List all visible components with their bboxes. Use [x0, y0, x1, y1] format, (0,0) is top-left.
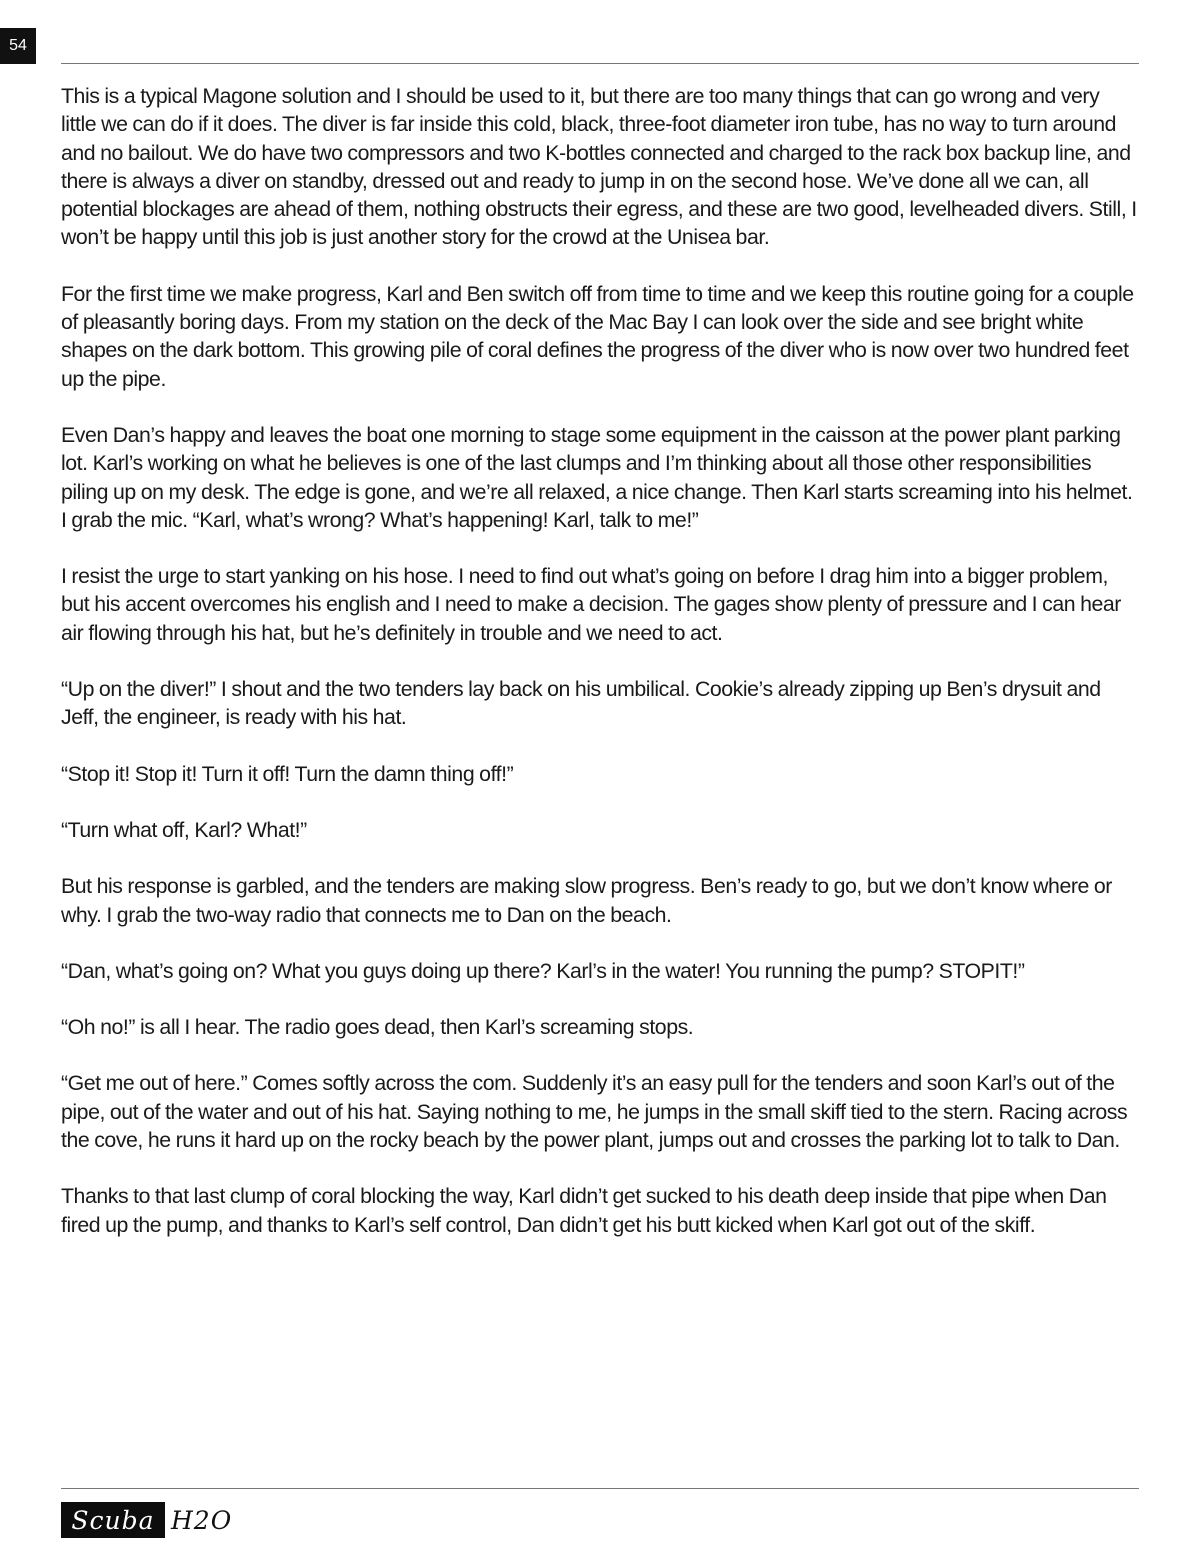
logo-h2o: H2O — [171, 1505, 233, 1535]
paragraph-9: “Dan, what’s going on? What you guys doing up there? Karl’s in the water! You running the pump? STOPIT!” — [61, 958, 1025, 983]
bottom-divider — [61, 1488, 1139, 1489]
paragraph-11: “Get me out of here.” Comes softly across the com. Suddenly it’s an easy pull for the tenders and soon Karl’s out of the pipe, out of the water and out of his hat. Saying nothing to me, he jumps in the small skiff tied to the stern. Racing across the cove, he runs it hard up on the rocky beach by the power plant, jumps out and crosses the parking lot to talk to Dan. — [61, 1071, 1128, 1153]
article-body — [61, 82, 1139, 1267]
paragraph-1: This is a typical Magone solution and I should be used to it, but there are too many things that can go wrong and very little we can do if it does. The diver is far inside this cold, black, three-foot diameter iron tube, has no way to turn around and no bailout. We do have two compressors and two K-bottles connected and charged to the rack box backup line, and there is always a diver on standby, dressed out and ready to jump in on the second hose. We’ve done all we can, all potential blockages are ahead of them, nothing obstructs their egress, and these are two good, levelheaded divers. Still, I won’t be happy until this job is just another story for the crowd at the Unisea bar. — [61, 84, 1137, 250]
paragraph-10: “Oh no!” is all I hear. The radio goes dead, then Karl’s screaming stops. — [61, 1015, 694, 1040]
paragraph-6: “Stop it! Stop it! Turn it off! Turn the damn thing off!” — [61, 761, 514, 786]
page-number: 54 — [0, 28, 36, 64]
paragraph-2: For the first time we make progress, Karl and Ben switch off from time to time and we keep this routine going for a couple of pleasantly boring days. From my station on the deck of the Mac Bay I can look over the side and see bright white shapes on the dark bottom. This growing pile of coral defines the progress of the diver who is now over two hundred feet up the pipe. — [61, 281, 1134, 391]
paragraph-8: But his response is garbled, and the tenders are making slow progress. Ben’s ready to go, but we don’t know where or why. I grab the two-way radio that connects me to Dan on the beach. — [61, 874, 1112, 927]
magazine-logo — [61, 1502, 232, 1538]
paragraph-3: Even Dan’s happy and leaves the boat one morning to stage some equipment in the caisson at the power plant parking lot. Karl’s working on what he believes is one of the last clumps and I’m thinking about all those other responsibilities piling up on my desk. The edge is gone, and we’re all relaxed, a nice change. Then Karl starts screaming into his helmet. I grab the mic. “Karl, what’s wrong? What’s happening! Karl, talk to me!” — [61, 422, 1133, 532]
paragraph-4: I resist the urge to start yanking on his hose. I need to find out what’s going on before I drag him into a bigger problem, but his accent overcomes his english and I need to make a decision. The gages show plenty of pressure and I can hear air flowing through his hat, but he’s definitely in trouble and we need to act. — [61, 564, 1121, 645]
top-divider — [61, 63, 1139, 64]
paragraph-7: “Turn what off, Karl? What!” — [61, 817, 307, 842]
paragraph-5: “Up on the diver!” I shout and the two tenders lay back on his umbilical. Cookie’s already zipping up Ben’s drysuit and Jeff, the engineer, is ready with his hat. — [61, 677, 1101, 730]
logo-scuba: Scuba — [61, 1502, 165, 1538]
paragraph-12: Thanks to that last clump of coral blocking the way, Karl didn’t get sucked to his death deep inside that pipe when Dan fired up the pump, and thanks to Karl’s self control, Dan didn’t get his butt kicked when Karl got out of the skiff. — [61, 1184, 1107, 1237]
